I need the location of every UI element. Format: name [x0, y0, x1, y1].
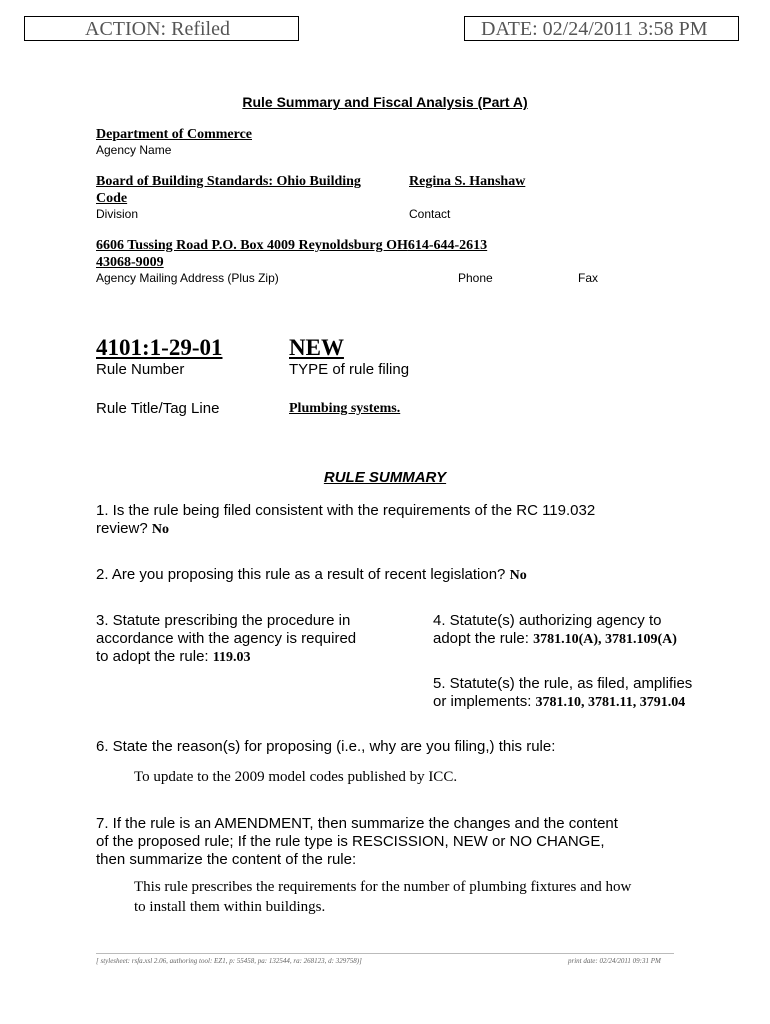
question-7-answer: This rule prescribes the requirements for the number of plumbing fixtures and how to install them within buildings.	[134, 879, 632, 915]
division-value-line2: Code	[96, 191, 128, 206]
division-value	[96, 173, 408, 207]
rule-number-label: Rule Number	[96, 361, 185, 378]
rule-title-value: Plumbing systems.	[289, 401, 401, 416]
address-line1: 6606 Tussing Road P.O. Box 4009 Reynoldsburg OH614-644-2613	[96, 238, 488, 253]
question-3-answer: 119.03	[212, 650, 251, 665]
question-6-answer: To update to the 2009 model codes published by ICC.	[134, 769, 458, 785]
address-label: Agency Mailing Address (Plus Zip)	[96, 271, 279, 285]
question-2-answer: No	[509, 568, 527, 583]
division-value-line1: Board of Building Standards: Ohio Building	[96, 174, 361, 189]
question-6: 6. State the reason(s) for proposing (i.e., why are you filing,) this rule:	[96, 738, 556, 755]
agency-name-value: Department of Commerce	[96, 127, 253, 142]
question-7: 7. If the rule is an AMENDMENT, then summarize the changes and the content of the proposed rule; If the rule type is RESCISSION, NEW or NO CHANGE, then summarize the content of the rule:	[96, 815, 618, 868]
rule-type: NEW	[289, 335, 344, 360]
question-1: 1. Is the rule being filed consistent with the requirements of the RC 119.032 review? No	[96, 502, 596, 537]
phone-label: Phone	[458, 271, 493, 285]
footer-print-date: print date: 02/24/2011 09:31 PM	[568, 957, 661, 965]
question-2: 2. Are you proposing this rule as a result of recent legislation? No	[96, 566, 527, 583]
footer-divider	[96, 953, 674, 954]
footer-stylesheet-info: [ stylesheet: rsfa.xsl 2.06, authoring tool: EZ1, p: 55458, pa: 132544, ra: 268123, d: 329758)]	[96, 957, 362, 965]
date-box: DATE: 02/24/2011 3:58 PM	[464, 16, 739, 41]
rule-title-label: Rule Title/Tag Line	[96, 400, 220, 417]
rule-number: 4101:1-29-01	[96, 335, 223, 360]
question-3: 3. Statute prescribing the procedure in accordance with the agency is required to adopt the rule: 119.03	[96, 612, 357, 665]
question-4: 4. Statute(s) authorizing agency to adopt the rule: 3781.10(A), 3781.109(A)	[433, 612, 677, 647]
address-line2: 43068-9009	[96, 255, 164, 270]
contact-label: Contact	[409, 207, 451, 221]
agency-name-label: Agency Name	[96, 143, 172, 157]
fax-label: Fax	[578, 271, 599, 285]
rule-summary-heading: RULE SUMMARY	[323, 469, 447, 486]
document-title: Rule Summary and Fiscal Analysis (Part A)	[242, 94, 528, 110]
question-1-answer: No	[151, 522, 169, 537]
phone-value: 614-644-2613	[407, 238, 488, 253]
question-4-answer: 3781.10(A), 3781.109(A)	[533, 632, 677, 647]
address-value	[96, 237, 487, 271]
division-label: Division	[96, 207, 139, 221]
rule-type-label: TYPE of rule filing	[289, 361, 410, 378]
question-5-answer: 3781.10, 3781.11, 3791.04	[535, 695, 686, 710]
question-5: 5. Statute(s) the rule, as filed, amplifies or implements: 3781.10, 3781.11, 3791.04	[433, 675, 693, 710]
contact-value: Regina S. Hanshaw	[409, 174, 526, 189]
action-box: ACTION: Refiled	[24, 16, 299, 41]
